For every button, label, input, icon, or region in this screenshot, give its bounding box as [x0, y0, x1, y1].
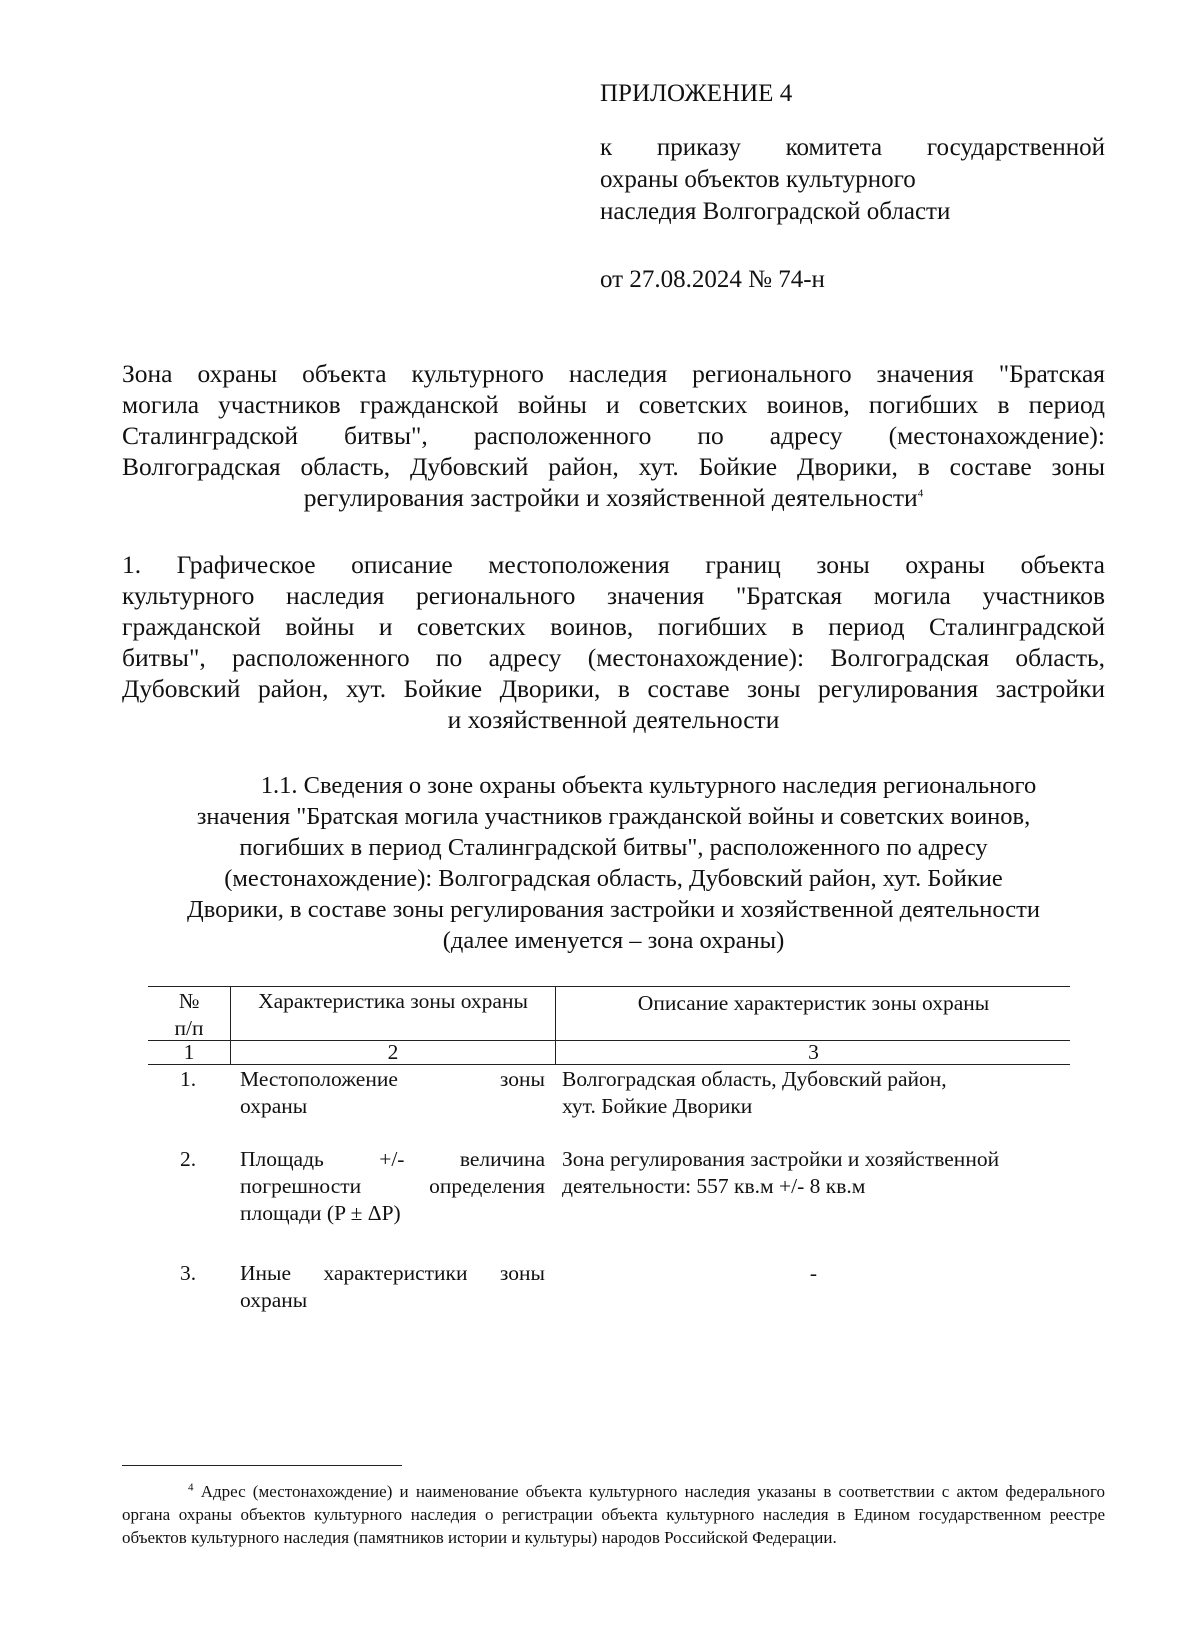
header-num: № п/п: [174, 989, 204, 1040]
section-1-line: культурного наследия регионального значения "Братская могила участников: [122, 581, 1105, 610]
table-rule: [555, 986, 556, 1064]
row-characteristic: Местоположение зоны охраны: [240, 1067, 545, 1118]
appendix-line: к приказу комитета государственной: [600, 134, 1105, 161]
heading-line: регулирования застройки и хозяйственной деятельности$^4$: [303, 483, 924, 512]
section-1-1-line: погибших в период Сталинградской битвы", расположенного по адресу: [239, 834, 988, 861]
appendix-date: от 27.08.2024 № 74-н: [600, 266, 825, 293]
appendix-line: наследия Волгоградской области: [600, 198, 951, 225]
section-1-1: [122, 770, 1105, 956]
section-1-line: и хозяйственной деятельности: [447, 705, 780, 734]
section-1-1-line: значения "Братская могила участников гражданской войны и советских воинов,: [196, 803, 1031, 830]
row-description: -: [809, 1261, 818, 1285]
section-1-line: битвы", расположенного по адресу (местонахождение): Волгоградская область,: [122, 643, 1105, 672]
header-description: Описание характеристик зоны охраны: [637, 991, 990, 1015]
section-1-1-line: 1.1. Сведения о зоне охраны объекта культурного наследия регионального: [260, 772, 1037, 799]
section-1-1-line: Дворики, в составе зоны регулирования застройки и хозяйственной деятельности: [187, 896, 1040, 923]
row-number: 3.: [180, 1261, 197, 1285]
row-description: Волгоградская область, Дубовский район, хут. Бойкие Дворики: [562, 1067, 947, 1118]
heading-line: Волгоградская область, Дубовский район, хут. Бойкие Дворики, в составе зоны: [122, 452, 1105, 481]
row-characteristic: Иные характеристики зоны охраны: [240, 1261, 545, 1312]
section-1: [122, 549, 1105, 735]
index-cell: 1: [183, 1040, 195, 1064]
appendix-block: [600, 132, 1105, 228]
section-1-line: 1. Графическое описание местоположения границ зоны охраны объекта: [122, 550, 1105, 579]
table-rule: [148, 1064, 1070, 1065]
section-1-line: Дубовский район, хут. Бойкие Дворики, в составе зоны регулирования застройки: [122, 674, 1105, 703]
footnote-mark: 4: [188, 1481, 194, 1494]
footnote-reference: 4: [917, 487, 924, 500]
footnote-text: Адрес (местонахождение) и наименование объекта культурного наследия указаны в соответствии с актом федерального органа охраны объектов культурного наследия о регистрации объекта культурного наследия в Едином государственном реестре объектов культурного наследия (памятников истории и культуры) народов Российской Федерации.: [122, 1482, 1105, 1547]
row-characteristic: Площадь +/- величина погрешности определения площади (P ± ΔP): [240, 1147, 545, 1225]
row-description: Зона регулирования застройки и хозяйственной деятельности: 557 кв.м +/- 8 кв.м: [562, 1147, 1000, 1198]
table-rule: [230, 986, 231, 1064]
footnote-separator: [122, 1465, 402, 1466]
index-cell: 2: [387, 1040, 399, 1064]
heading-line: Зона охраны объекта культурного наследия регионального значения "Братская: [122, 359, 1105, 388]
heading-line: Сталинградской битвы", расположенного по адресу (местонахождение):: [122, 421, 1105, 450]
header-characteristic: Характеристика зоны охраны: [258, 989, 528, 1013]
section-1-line: гражданской войны и советских воинов, погибших в период Сталинградской: [122, 612, 1105, 641]
zone-heading: [122, 358, 1105, 513]
row-number: 2.: [180, 1147, 197, 1171]
appendix-title: ПРИЛОЖЕНИЕ 4: [600, 80, 793, 107]
heading-line: могила участников гражданской войны и советских воинов, погибших в период: [122, 390, 1105, 419]
index-cell: 3: [808, 1040, 819, 1064]
section-1-1-line: (местонахождение): Волгоградская область, Дубовский район, хут. Бойкие: [224, 865, 1003, 892]
table-rule: [148, 986, 1070, 987]
row-number: 1.: [180, 1067, 197, 1091]
section-1-1-line: (далее именуется – зона охраны): [442, 927, 785, 954]
footnote: [122, 1480, 1105, 1549]
appendix-line: охраны объектов культурного: [600, 166, 916, 193]
